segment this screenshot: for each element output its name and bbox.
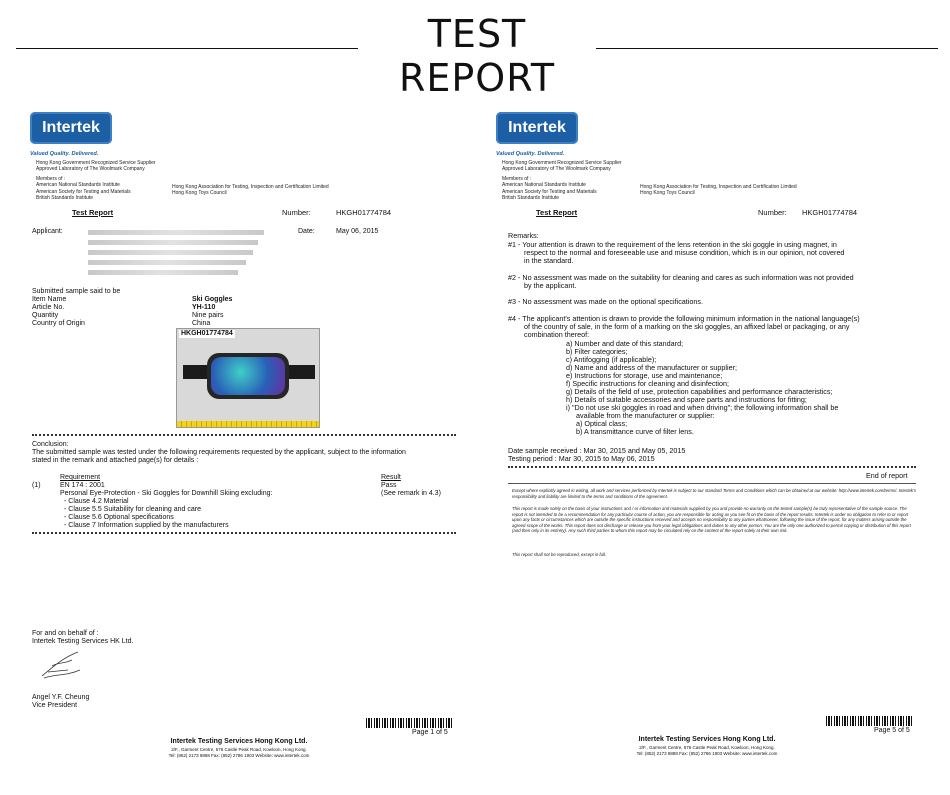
test-report-label: Test Report: [536, 208, 578, 217]
footer-contact: Tel: (852) 2173 8888 Fax: (852) 2786 1903 Website: www.intertek.com: [636, 751, 778, 756]
requirement-header: Requirement: [60, 474, 101, 481]
remark-3: #3 - No assessment was made on the optional specifications.: [508, 297, 703, 306]
testing-period: Testing period : Mar 30, 2015 to May 06, 2015: [508, 454, 655, 463]
info-item: e) Instructions for storage, use and maintenance;: [566, 371, 723, 380]
country-label: Country of Origin: [32, 320, 85, 327]
info-item: a) Optical class;: [566, 419, 628, 428]
dotted-separator: [508, 466, 916, 468]
remarks-label: Remarks:: [508, 231, 539, 240]
remark-4-cont: of the country of sale, in the form of a marking on the ski goggles, an affixed label or packaging, or any: [524, 322, 850, 331]
info-item: a) Number and date of this standard;: [566, 339, 684, 348]
behalf-line-1: For and on behalf of :: [32, 630, 99, 637]
quantity-value: Nine pairs: [192, 312, 224, 319]
info-item: b) Filter categories;: [566, 347, 628, 356]
report-banner: [0, 10, 950, 100]
sample-photo: [176, 328, 320, 428]
members-list: Members of : American National Standards Institute American Society for Testing and Materials British Standards Institute: [36, 176, 131, 201]
signer-name: Angel Y.F. Cheung: [32, 694, 90, 701]
dotted-separator: [32, 532, 456, 534]
redacted-applicant-line: [88, 260, 246, 265]
clause-item: - Clause 4.2 Material: [64, 498, 129, 505]
banner-title: TEST REPORT: [398, 12, 556, 100]
info-item: available from the manufacturer or supplier:: [566, 411, 715, 420]
redacted-applicant-line: [88, 230, 264, 235]
banner-rule-right: [596, 48, 938, 49]
disclaimer-report: This report is made solely on the basis of your instructions and / or information and materials supplied by you and provide no warranty on the tested sample(s) be truly representative of the sample source. The report is not intended to be a recommendation for any particular course of action, you are responsible for acting as you see fit on the basis of the report results. Intertek is under no obligation to refer to or report upon any facts or circumstances which are outside the specific instructions received and accepts no responsibility to any parties whatsoever, following the issue of the report, for any matters arising outside the agreed scope of the works. This report does not discharge or release you from your legal obligations and duties to any other person. You are the only one authorized to permit copying or distribution of this report (and then only in its entirety). Any such third parties to whom this report may be circulated rely on the content of the report solely at their own risk.: [512, 506, 911, 534]
remark-4: #4 - The applicant's attention is drawn to provide the following minimum information in the national language(s): [508, 314, 860, 323]
end-rule: [508, 483, 916, 484]
conclusion-text-2: stated in the remark and attached page(s) for details :: [32, 457, 199, 464]
item-name-label: Item Name: [32, 296, 67, 303]
info-item: f) Specific instructions for cleaning and disinfection;: [566, 379, 729, 388]
intertek-logo: Intertek: [30, 112, 112, 144]
footer-company: Intertek Testing Services Hong Kong Ltd.: [170, 738, 308, 745]
disclaimer-terms: Except where explicitly agreed in writing, all work and services performed by Intertek is subject to our standard Terms and Conditions which can be obtained at our website: http://www.intertek.com/terms/. Intertek's responsibility and liability are limited to the terms and conditions of the agreement.: [512, 488, 917, 499]
date-received: Date sample received : Mar 30, 2015 and May 05, 2015: [508, 446, 686, 455]
redacted-applicant-line: [88, 270, 238, 275]
members-list-2: Hong Kong Association for Testing, Inspection and Certification Limited Hong Kong Toys Council: [172, 184, 329, 197]
intertek-logo: Intertek: [496, 112, 578, 144]
date-value: May 06, 2015: [336, 228, 379, 235]
info-item: i) "Do not use ski goggles in road and when driving"; the following information shall be: [566, 403, 839, 412]
redacted-applicant-line: [88, 250, 253, 255]
applicant-label: Applicant:: [32, 228, 63, 235]
end-of-report: End of report: [866, 471, 908, 480]
info-item: g) Details of the field of use, protection capabilities and performance characteristics;: [566, 387, 833, 396]
number-value: HKGH01774784: [336, 208, 392, 217]
footer-address: 2/F., Garment Centre, 576 Castle Peak Road, Kowloon, Hong Kong.: [171, 747, 307, 752]
redacted-applicant-line: [88, 240, 258, 245]
page-number: Page 1 of 5: [412, 729, 448, 736]
requirement-result: Pass: [381, 482, 397, 489]
report-page-5: [482, 100, 937, 790]
goggle-lens: [211, 357, 285, 395]
quantity-label: Quantity: [32, 312, 59, 319]
number-label: Number:: [282, 208, 311, 217]
remark-4-cont: combination thereof:: [524, 330, 590, 339]
tagline: Valued Quality. Delivered.: [30, 151, 99, 157]
clause-item: - Clause 5.5 Suitability for cleaning and care: [64, 506, 201, 513]
barcode: [826, 716, 912, 726]
test-report-label: Test Report: [72, 208, 114, 217]
remark-2: #2 - No assessment was made on the suitability for cleaning and cares as such information was not provided: [508, 273, 854, 282]
members-list-2: Hong Kong Association for Testing, Inspection and Certification Limited Hong Kong Toys Council: [640, 184, 797, 197]
photo-ruler: [177, 421, 319, 427]
clause-item: - Clause 5.6 Optional specifications: [64, 514, 174, 521]
article-label: Article No.: [32, 304, 65, 311]
accreditation-block: Hong Kong Government Recognized Service Supplier Approved Laboratory of The Woolmark Company: [36, 160, 156, 173]
requirement-number: (1): [32, 482, 41, 489]
banner-rule-left: [16, 48, 358, 49]
submitted-label: Submitted sample said to be: [32, 288, 121, 295]
requirement-description: Personal Eye-Protection - Ski Goggles for Downhill Skiing excluding:: [60, 490, 273, 497]
number-value: HKGH01774784: [802, 208, 858, 217]
country-value: China: [192, 320, 211, 327]
barcode: [366, 718, 452, 728]
page-number: Page 5 of 5: [874, 727, 910, 734]
footer-company: Intertek Testing Services Hong Kong Ltd.: [638, 736, 776, 743]
info-item: d) Name and address of the manufacturer or supplier;: [566, 363, 737, 372]
item-name-value: Ski Goggles: [192, 296, 233, 303]
footer-contact: Tel: (852) 2173 8888 Fax: (852) 2786 1903 Website: www.intertek.com: [168, 753, 310, 758]
info-item: c) Antifogging (if applicable);: [566, 355, 657, 364]
requirement-standard: EN 174 : 2001: [60, 482, 105, 489]
number-label: Number:: [758, 208, 787, 217]
disclaimer-reproduction: This report shall not be reproduced, except in full.: [512, 552, 607, 557]
clause-item: - Clause 7 Information supplied by the manufacturers: [64, 522, 229, 529]
accreditation-block: Hong Kong Government Recognized Service Supplier Approved Laboratory of The Woolmark Company: [502, 160, 622, 173]
article-value: YH-110: [192, 304, 216, 311]
conclusion-label: Conclusion:: [32, 441, 69, 448]
signature-mark: [38, 648, 86, 682]
footer-address: 2/F., Garment Centre, 576 Castle Peak Road, Kowloon, Hong Kong.: [639, 745, 775, 750]
tagline: Valued Quality. Delivered.: [496, 151, 565, 157]
info-item: h) Details of suitable accessories and spare parts and instructions for fitting;: [566, 395, 807, 404]
remark-1: #1 - Your attention is drawn to the requirement of the lens retention in the ski goggle in using magnet, in: [508, 240, 837, 249]
dotted-separator: [32, 434, 456, 436]
result-header: Result: [381, 474, 401, 481]
conclusion-text-1: The submitted sample was tested under the following requirements requested by the applicant, subject to the information: [32, 449, 406, 456]
behalf-line-2: Intertek Testing Services HK Ltd.: [32, 638, 134, 645]
signer-title: Vice President: [32, 702, 78, 709]
members-list: Members of : American National Standards Institute American Society for Testing and Materials British Standards Institute: [502, 176, 597, 201]
photo-label: HKGH01774784: [181, 330, 233, 337]
remark-1-cont: in the standard.: [524, 256, 574, 265]
info-item: b) A transmittance curve of filter lens.: [566, 427, 694, 436]
remark-1-cont: respect to the normal and foreseeable use and misuse condition, which is in our opinion, not covered: [524, 248, 845, 257]
remark-2-cont: by the applicant.: [524, 281, 577, 290]
report-page-1: [14, 100, 469, 790]
requirement-remark: (See remark in 4.3): [381, 490, 441, 497]
date-label: Date:: [298, 228, 315, 235]
